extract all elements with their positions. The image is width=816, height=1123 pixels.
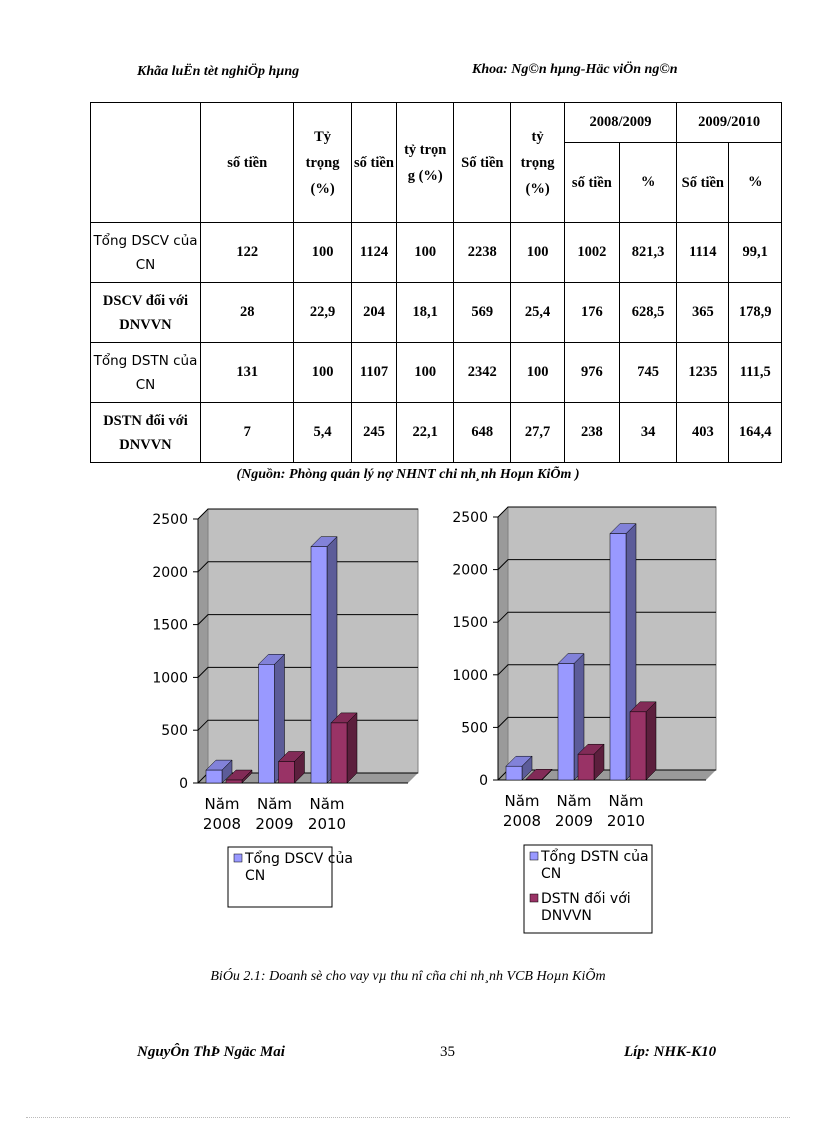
table-row	[91, 343, 782, 403]
y-tick-label: 500	[161, 723, 188, 740]
legend-label: DNVVN	[541, 908, 592, 924]
table-cell: 25,4	[511, 283, 564, 343]
y-tick-label: 2000	[452, 562, 488, 579]
col-header-period-1: 2008/2009	[564, 103, 676, 143]
table-cell: 245	[351, 403, 397, 463]
table-cell: 204	[351, 283, 397, 343]
x-tick-label: 2009	[554, 812, 594, 830]
x-tick-label: 2008	[502, 812, 542, 830]
table-cell: 1107	[351, 343, 397, 403]
table-cell: 5,4	[294, 403, 351, 463]
table-cell: 22,9	[294, 283, 351, 343]
bar-front	[331, 723, 347, 783]
table-cell: 1114	[677, 223, 729, 283]
legend-label: CN	[245, 868, 266, 884]
bottom-divider	[26, 1117, 790, 1118]
chart-dscv	[128, 505, 428, 935]
y-tick-label: 2500	[152, 512, 188, 528]
subheader-pct-2: %	[729, 143, 782, 223]
credit-table	[90, 102, 782, 463]
x-tick-label: 2009	[255, 815, 294, 833]
table-cell: 34	[619, 403, 676, 463]
table-cell: 1235	[677, 343, 729, 403]
legend-swatch	[530, 894, 538, 902]
bar	[630, 702, 656, 780]
table-cell: 18,1	[397, 283, 454, 343]
chart-dstn	[436, 505, 736, 935]
table-cell: 2238	[454, 223, 511, 283]
subheader-so-tien-1: số tiền	[564, 143, 619, 223]
bar	[331, 713, 357, 783]
header-blank-cell	[91, 103, 201, 223]
x-tick-label: 2010	[307, 815, 347, 833]
col-header-ty-trong-3: tỷ trọng (%)	[511, 103, 564, 223]
bar-side	[347, 713, 357, 783]
subheader-pct-1: %	[619, 143, 676, 223]
footer-author: NguyÔn ThÞ Ngäc Mai	[137, 1044, 285, 1060]
table-row	[91, 403, 782, 463]
table-cell: 176	[564, 283, 619, 343]
table-cell: 100	[397, 343, 454, 403]
table-cell: 1124	[351, 223, 397, 283]
bar-front	[610, 534, 626, 780]
row-label: Tổng DSTN của CN	[91, 343, 201, 403]
table-cell: 628,5	[619, 283, 676, 343]
row-label: DSTN đối với DNVVN	[91, 403, 201, 463]
table-cell: 28	[200, 283, 293, 343]
legend-swatch	[530, 852, 538, 860]
header-left: Khãa luËn tèt nghiÖp hµng	[137, 64, 300, 79]
table-cell: 100	[511, 223, 564, 283]
table-cell: 976	[564, 343, 619, 403]
table-row	[91, 283, 782, 343]
table-cell: 99,1	[729, 223, 782, 283]
y-tick-label: 0	[179, 776, 188, 792]
x-tick-label: Năm	[256, 795, 293, 813]
x-tick-label: Năm	[504, 792, 540, 810]
y-tick-label: 1500	[152, 617, 188, 634]
table-cell: 122	[200, 223, 293, 283]
row-label: DSCV đối với DNVVN	[91, 283, 201, 343]
plot-side-wall	[198, 509, 208, 783]
table-cell: 403	[677, 403, 729, 463]
legend-label: CN	[541, 866, 562, 882]
y-tick-label: 2500	[452, 510, 488, 526]
col-header-ty-trong-2: tỷ trọn g (%)	[397, 103, 454, 223]
x-tick-label: Năm	[204, 795, 240, 813]
x-tick-label: 2010	[606, 812, 646, 830]
col-header-ty-trong-1: Tỷ trọng (%)	[294, 103, 351, 223]
table-cell: 164,4	[729, 403, 782, 463]
table-cell: 7	[200, 403, 293, 463]
table-cell: 648	[454, 403, 511, 463]
table-row	[91, 223, 782, 283]
table-cell: 1002	[564, 223, 619, 283]
bar-front	[279, 761, 295, 783]
footer-class: Líp: NHK-K10	[624, 1044, 717, 1060]
legend-label: Tổng DSTN của	[541, 849, 649, 865]
col-header-period-2: 2009/2010	[677, 103, 782, 143]
bar-front	[506, 766, 522, 780]
table-cell: 745	[619, 343, 676, 403]
col-header-so-tien-1: số tiền	[200, 103, 293, 223]
table-cell: 100	[511, 343, 564, 403]
bar-front	[226, 780, 242, 783]
subheader-so-tien-2: Số tiền	[677, 143, 729, 223]
table-cell: 131	[200, 343, 293, 403]
y-tick-label: 2000	[152, 564, 188, 581]
legend-label: DSTN đối với	[541, 891, 631, 907]
plot-side-wall	[498, 507, 508, 780]
table-cell: 100	[294, 343, 351, 403]
x-tick-label: Năm	[309, 795, 345, 813]
x-tick-label: Năm	[608, 792, 644, 810]
bar-front	[259, 664, 275, 783]
bar-front	[311, 547, 327, 783]
table-cell: 27,7	[511, 403, 564, 463]
header-right: Khoa: Ng©n hµng-Häc viÖn ng©n	[472, 62, 678, 77]
figure-caption: BiÓu 2.1: Doanh sè cho vay vµ thu nî cña chi nh¸nh VCB Hoµn KiÕm	[210, 969, 606, 984]
col-header-so-tien-2: số tiền	[351, 103, 397, 223]
bar-front	[526, 779, 542, 780]
bar-front	[558, 664, 574, 780]
bar-front	[630, 712, 646, 780]
table-cell: 100	[397, 223, 454, 283]
y-tick-label: 1000	[152, 670, 188, 687]
bar-front	[206, 770, 222, 783]
table-cell: 2342	[454, 343, 511, 403]
table-cell: 821,3	[619, 223, 676, 283]
table-cell: 569	[454, 283, 511, 343]
table-cell: 100	[294, 223, 351, 283]
col-header-so-tien-3: Số tiền	[454, 103, 511, 223]
table-cell: 178,9	[729, 283, 782, 343]
x-tick-label: Năm	[556, 792, 592, 810]
source-note: (Nguồn: Phòng quản lý nợ NHNT chi nh¸nh Hoµn KiÕm )	[236, 467, 580, 482]
legend-swatch	[234, 854, 242, 862]
bar-front	[578, 754, 594, 780]
table-cell: 238	[564, 403, 619, 463]
y-tick-label: 1000	[452, 667, 488, 684]
x-tick-label: 2008	[202, 815, 242, 833]
y-tick-label: 500	[461, 720, 488, 737]
table-cell: 365	[677, 283, 729, 343]
y-tick-label: 0	[479, 773, 488, 789]
table-cell: 22,1	[397, 403, 454, 463]
bar-side	[646, 702, 656, 780]
y-tick-label: 1500	[452, 615, 488, 632]
page-number: 35	[440, 1044, 455, 1060]
legend-label: Tổng DSCV của	[245, 851, 353, 867]
row-label: Tổng DSCV của CN	[91, 223, 201, 283]
table-cell: 111,5	[729, 343, 782, 403]
